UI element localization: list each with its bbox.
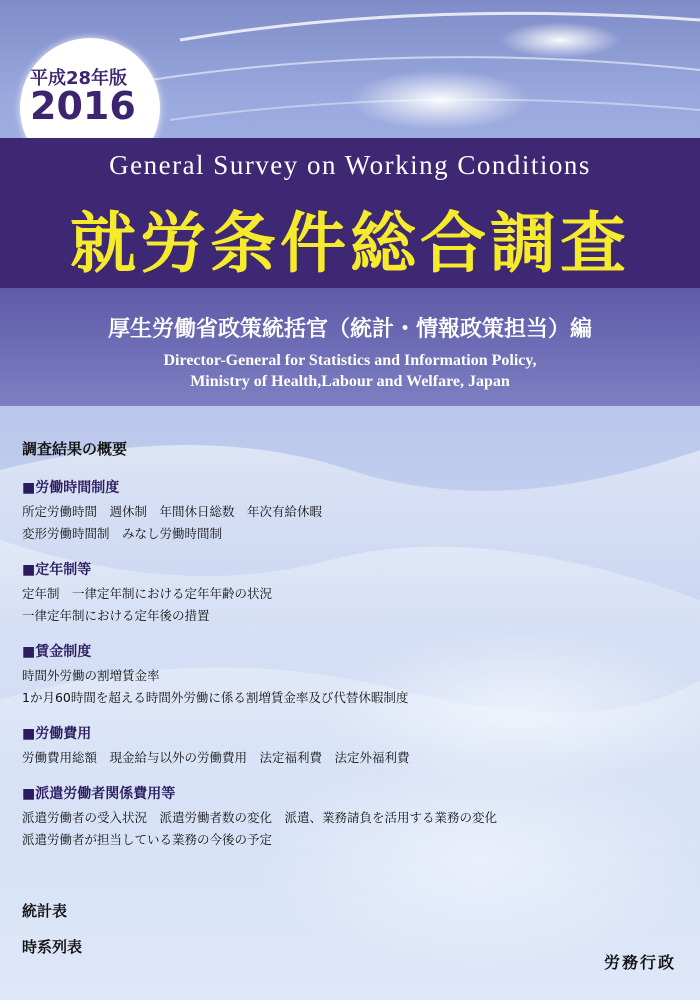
section-line: 変形労働時間制 みなし労働時間制 — [22, 526, 223, 541]
section-retirement — [22, 559, 682, 627]
time-series-tables-label: 時系列表 — [22, 938, 83, 956]
section-line: 定年制 一律定年制における定年年齢の状況 — [22, 586, 273, 601]
section-line: 一律定年制における定年後の措置 — [22, 608, 210, 623]
japanese-title: 就労条件総合調査 — [70, 205, 630, 282]
section-line: 労働費用総額 現金給与以外の労働費用 法定福利費 法定外福利費 — [22, 750, 410, 765]
tables-list — [22, 893, 82, 965]
edition-era: 平成28年版 — [30, 68, 128, 89]
section-labor-costs — [22, 723, 682, 769]
english-title: General Survey on Working Conditions — [109, 150, 591, 180]
section-title: ■労働費用 — [22, 726, 92, 742]
contents-heading: 調査結果の概要 — [22, 440, 128, 458]
section-working-hours — [22, 477, 682, 545]
section-line: 派遣労働者の受入状況 派遣労働者数の変化 派遣、業務請負を活用する業務の変化 — [22, 810, 498, 825]
section-title: ■賃金制度 — [22, 644, 92, 660]
section-title: ■派遣労働者関係費用等 — [22, 786, 176, 802]
contents-list — [22, 438, 682, 865]
editor-english-line-2: Ministry of Health,Labour and Welfare, Japan — [190, 373, 510, 390]
section-line: 1か月60時間を超える時間外労働に係る割増賃金率及び代替休暇制度 — [22, 690, 409, 705]
editor-english-line-1: Director-General for Statistics and Information Policy, — [163, 352, 537, 369]
publisher-name: 労務行政 — [603, 953, 676, 972]
section-line: 時間外労働の割増賃金率 — [22, 668, 160, 683]
section-title: ■定年制等 — [22, 562, 92, 578]
statistics-tables-label: 統計表 — [22, 902, 68, 920]
section-wages — [22, 641, 682, 709]
section-title: ■労働時間制度 — [22, 480, 120, 496]
edition-year: 2016 — [30, 84, 136, 128]
section-line: 所定労働時間 週休制 年間休日総数 年次有給休暇 — [22, 504, 323, 519]
section-line: 派遣労働者が担当している業務の今後の予定 — [22, 832, 273, 847]
section-dispatch-workers — [22, 783, 682, 851]
editor-japanese: 厚生労働省政策統括官（統計・情報政策担当）編 — [107, 317, 592, 342]
editor-english — [0, 350, 700, 392]
